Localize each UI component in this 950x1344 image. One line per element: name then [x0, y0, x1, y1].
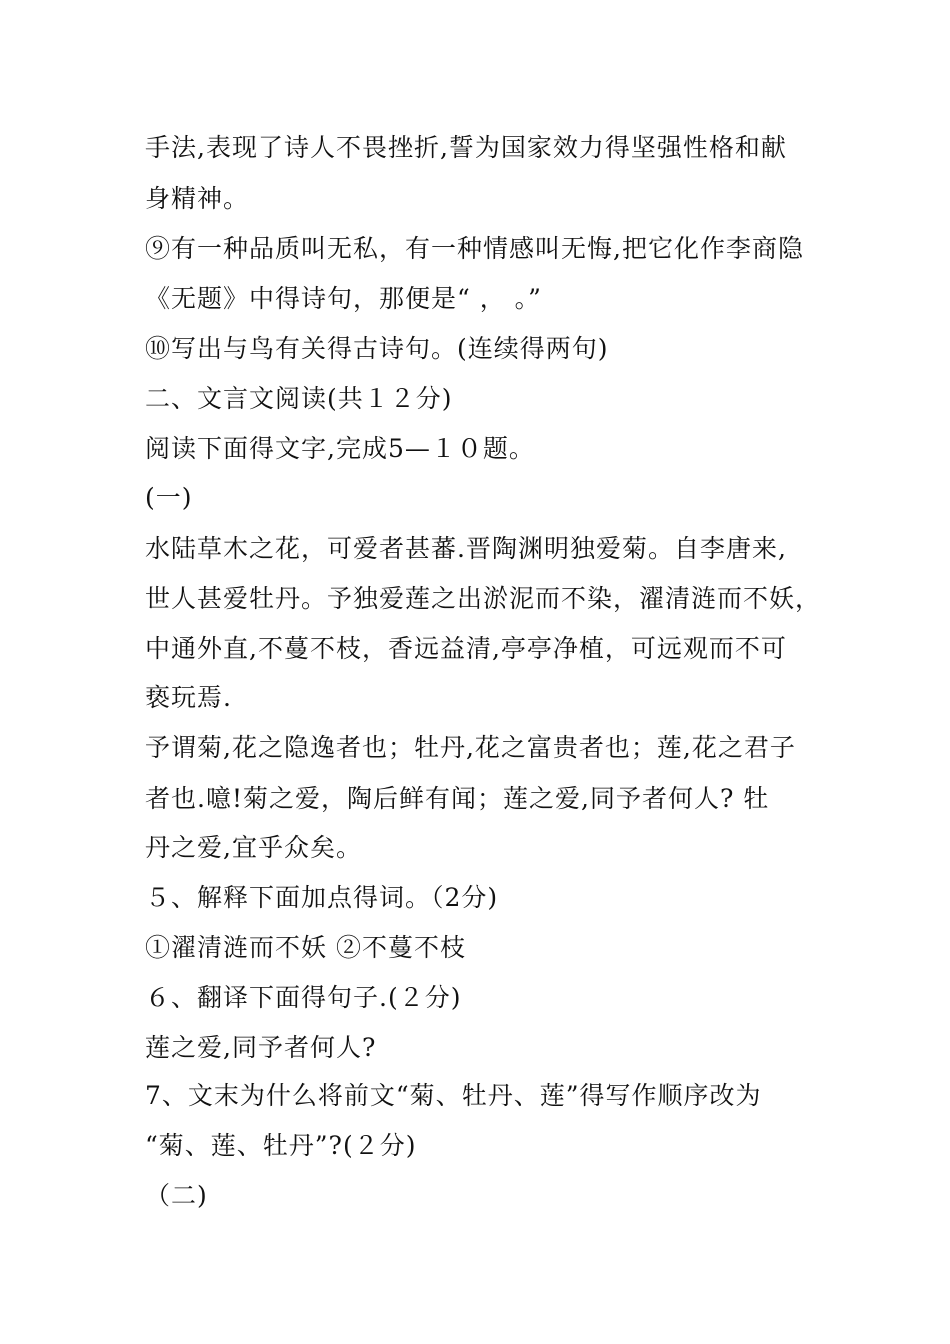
passage-line: 亵玩焉.: [145, 683, 232, 712]
question-10-line: ⑩写出与鸟有关得古诗句。(连续得两句): [145, 334, 609, 363]
question-6-line: ６、翻译下面得句子.(２分): [145, 983, 462, 1012]
subsection-heading: （二): [145, 1181, 208, 1210]
passage-line: 水陆草木之花，可爱者甚蕃.晋陶渊明独爱菊。自李唐来,: [145, 534, 787, 563]
question-7-line: “菊、莲、牡丹”?(２分): [145, 1131, 417, 1160]
question-5-line: ５、解释下面加点得词。（2分): [145, 883, 499, 912]
text-line: 身精神。: [145, 184, 250, 213]
subsection-heading: (一): [145, 483, 193, 512]
passage-line: 世人甚爱牡丹。予独爱莲之出淤泥而不染，濯清涟而不妖，: [145, 584, 822, 613]
question-7-line: 7、文末为什么将前文“菊、牡丹、莲”得写作顺序改为: [145, 1081, 762, 1110]
question-6-sentence: 莲之爱,同予者何人?: [145, 1033, 377, 1062]
passage-line: 中通外直,不蔓不枝，香远益清,亭亭净植，可远观而不可: [145, 634, 787, 663]
passage-line: 者也.噫!菊之爱，陶后鲜有闻；莲之爱,同予者何人? 牡: [145, 784, 770, 813]
instruction-line: 阅读下面得文字,完成5—１０题。: [145, 434, 535, 463]
passage-line: 予谓菊,花之隐逸者也；牡丹,花之富贵者也；莲,花之君子: [145, 733, 796, 762]
passage-line: 丹之爱,宜乎众矣。: [145, 833, 362, 862]
section-heading: 二、文言文阅读(共１２分): [145, 384, 453, 413]
question-5-items: ①濯清涟而不妖 ②不蔓不枝: [145, 933, 466, 962]
text-line: 手法,表现了诗人不畏挫折,誓为国家效力得坚强性格和献: [145, 133, 787, 162]
question-9-line: ⑨有一种品质叫无私，有一种情感叫无悔,把它化作李商隐: [145, 234, 804, 263]
question-9-line: 《无题》中得诗句，那便是“ ， 。”: [145, 284, 542, 313]
